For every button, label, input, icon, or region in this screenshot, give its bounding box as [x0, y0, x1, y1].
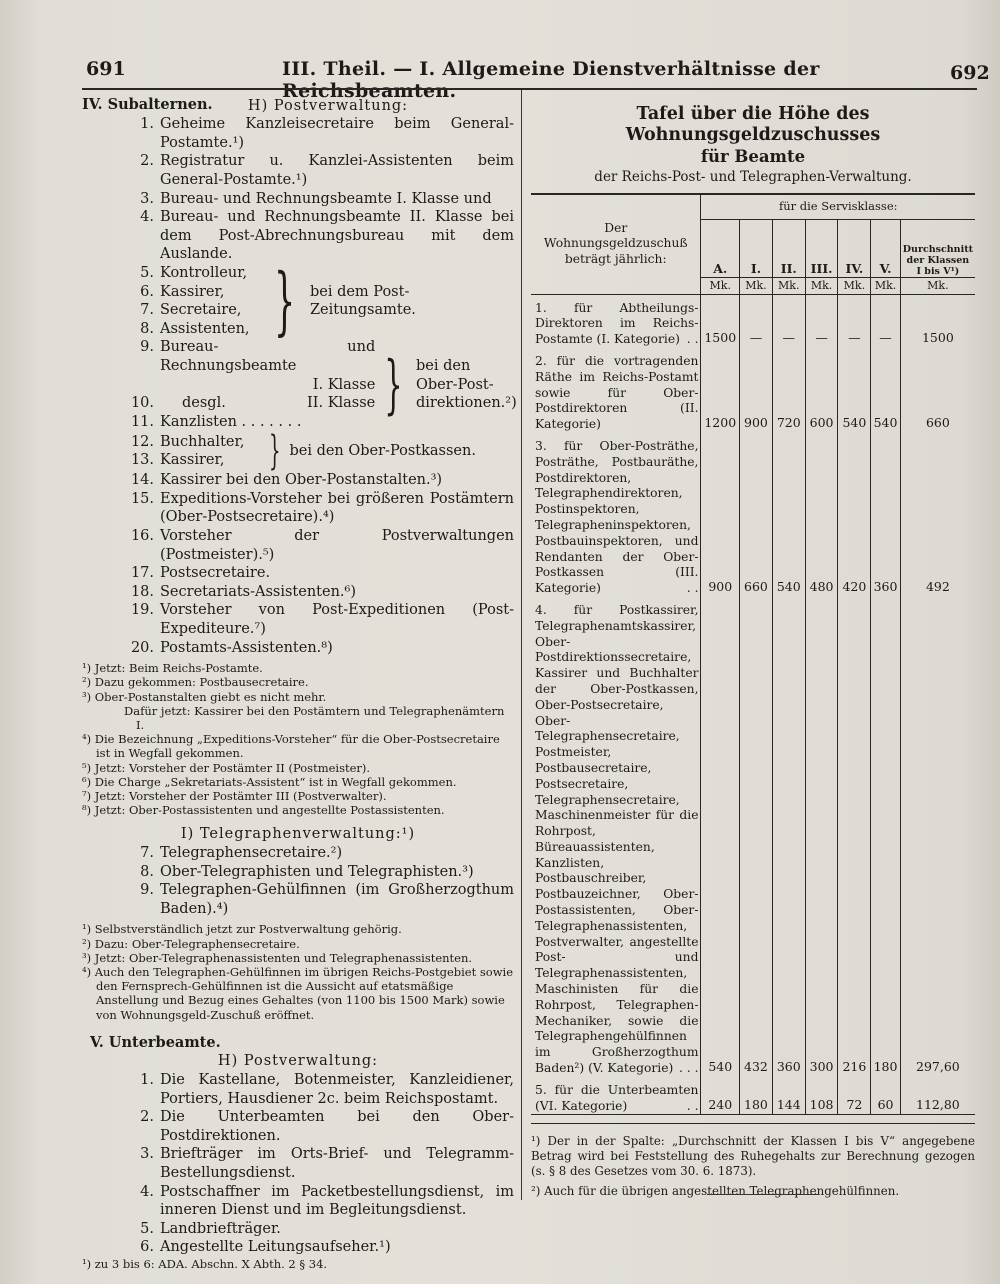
list-item: [82, 433, 264, 452]
item-number: 13.: [130, 452, 154, 469]
row-description: 2. für die vortragenden Räthe im Reichs-Postamt sowie für Ober-Postdirektoren (II. Kategorie): [535, 353, 699, 432]
item-number: 9.: [140, 339, 154, 356]
item-text: desgl.: [182, 395, 226, 412]
brace: }: [384, 347, 403, 422]
value-cell: 144: [772, 1077, 805, 1115]
list-item: [82, 601, 514, 638]
row-description: 4. für Postkassirer, Telegraphenamtskassirer, Ober-Postdirektionssecretaire, Kassirer und Buchhalter der Ober-Postkassen, Ober-Postsecretaire, Ober-Telegraphensecretaire, Postmeister, Postbausecretaire, Postsecretaire, Telegraphensecretaire, Maschinenmeister für die Rohrpost, Büreauassistenten, Kanzlisten, Postbauschreiber, Postbauzeichner, Ober-Postassistenten, Ober-Telegraphenassistenten, Postverwalter, angestellte Post- und Telegraphenassistenten, Maschinisten für die Rohrpost, Telegraphen-Mechaniker, sowie die Telegraphengehülfinnen im Großherzogthum Baden²) (V. Kategorie): [535, 602, 699, 1076]
section-heading-v: V. Unterbeamte.: [90, 1033, 221, 1051]
page-number-right: 692: [950, 62, 990, 84]
brace: }: [273, 258, 296, 345]
item-number: 6.: [140, 283, 154, 300]
item-text: Bureau- und Rechnungsbeamte I. Klasse und: [160, 190, 492, 207]
value-cell: 660: [740, 433, 773, 597]
row-header: Der Wohnungsgeldzuschuß beträgt jährlich:: [531, 194, 701, 294]
group-label: bei dem Post-Zeitungsamte.: [309, 283, 416, 319]
item-number: 1.: [140, 1072, 154, 1089]
group-label: bei den Ober-Post-direktionen.²): [416, 357, 517, 412]
value-cell: 1500: [701, 294, 740, 348]
item-number: 6.: [140, 1239, 154, 1256]
list-item: [82, 152, 514, 189]
value-cell: 72: [838, 1077, 871, 1115]
item-number: 4.: [140, 1183, 154, 1200]
table-footnotes: [531, 1123, 975, 1198]
list-item: [82, 1220, 514, 1239]
item-text: Bureau- und Rechnungsbeamte: [160, 339, 376, 374]
item-text: Kontrolleur,: [160, 264, 248, 281]
telegraphenverwaltung-footnotes: [82, 922, 514, 1021]
item-text: Ober-Telegraphisten und Telegraphisten.³): [160, 863, 474, 880]
footnote: ⁷) Jetzt: Vorsteher der Postämter III (Postverwalter).: [82, 789, 387, 804]
average-header: Durchschnitt der Klassen I bis V¹): [902, 243, 973, 277]
item-text: Die Kastellane, Botenmeister, Kanzleidiener, Portiers, Hausdiener 2c. beim Reichspostamt.: [160, 1072, 514, 1107]
item-text: Assistenten,: [160, 320, 250, 337]
leader-dots: . .: [686, 581, 699, 596]
item-text: Telegraphensecretaire.²): [160, 845, 343, 862]
end-rule: [707, 1194, 819, 1195]
unit-label: Mk.: [838, 277, 871, 294]
table-subtitle: für Beamte: [700, 147, 806, 166]
table-footnote: ¹) Der in der Spalte: „Durchschnitt der Klassen I bis V“ angegebene Betrag wird bei Feststellung des Ruhegehalts zur Berechnung gezogen (s. § 8 des Gesetzes vom 30. 6. 1873).: [531, 1134, 975, 1178]
page-number-left: 691: [86, 58, 126, 80]
list-item: [82, 863, 514, 882]
item-text: Bureau- und Rechnungsbeamte II. Klasse bei dem Post-Abrechnungsbureau mit dem Auslande.: [160, 209, 514, 263]
row-description: 5. für die Unterbeamten (VI. Kategorie): [535, 1082, 699, 1113]
list-item: [82, 881, 514, 918]
list-item: [82, 301, 263, 320]
item-number: 18.: [130, 583, 154, 600]
list-item: [82, 1071, 514, 1108]
item-number: 5.: [140, 264, 154, 281]
table-row: [531, 597, 975, 1077]
table-row: [531, 294, 975, 348]
footnote: Dafür jetzt: Kassirer bei den Postämtern und Telegraphenämtern I.: [124, 703, 505, 733]
item-text: Briefträger im Orts-Brief- und Telegramm-Bestellungsdienst.: [160, 1146, 514, 1181]
item-number: 3.: [140, 190, 154, 207]
value-cell: 900: [740, 348, 773, 433]
average-cell: 492: [925, 579, 950, 595]
value-cell: 60: [871, 1077, 900, 1115]
value-cell: 360: [772, 597, 805, 1077]
list-item: [82, 283, 263, 302]
value-cell: 180: [871, 597, 900, 1077]
subsection-heading-i: I) Telegraphenverwaltung:¹): [180, 826, 416, 843]
value-cell: 432: [740, 597, 773, 1077]
item-text: Postamts-Assistenten.⁸): [160, 639, 333, 656]
item-text: Expeditions-Vorsteher bei größeren Postämtern (Ober-Postsecretaire).⁴): [160, 490, 514, 526]
table-title: Tafel über die Höhe des Wohnungsgeldzuschusses: [625, 104, 881, 145]
group-post-zeitungsamt: [82, 258, 514, 345]
item-number: 17.: [130, 565, 154, 582]
table-row: [531, 348, 975, 433]
value-cell: 720: [772, 348, 805, 433]
item-number: 12.: [130, 433, 154, 450]
item-text: Landbriefträger.: [160, 1220, 281, 1237]
item-number: 15.: [130, 490, 154, 507]
list-item: [82, 564, 514, 583]
list-item: [82, 639, 514, 658]
list-item: [82, 264, 263, 283]
right-column: [531, 104, 975, 1199]
value-cell: 108: [805, 1077, 838, 1115]
value-cell: —: [740, 294, 773, 348]
item-number: 4.: [140, 209, 154, 226]
row-description: 3. für Ober-Posträthe, Posträthe, Postbauräthe, Postdirektoren, Telegraphendirektoren, Postinspektoren, Telegrapheninspektoren, Postbauinspektoren, und Rendanten der Ober-Postkassen (III. Kategorie): [535, 438, 699, 596]
footnote: ³) Jetzt: Ober-Telegraphenassistenten und Telegraphenassistenten.: [82, 950, 473, 965]
class-header: A.: [701, 219, 740, 277]
item-number: 5.: [140, 1220, 154, 1237]
list-item: [82, 451, 264, 470]
item-number: 9.: [140, 882, 154, 899]
list-item: [82, 844, 514, 863]
value-cell: 540: [838, 348, 871, 433]
unterbeamte-footnote: ¹) zu 3 bis 6: ADA. Abschn. X Abth. 2 § 34.: [82, 1256, 328, 1271]
item-number: 2.: [140, 153, 154, 170]
item-number: 8.: [140, 863, 154, 880]
leader-dots: . . . . . . .: [241, 413, 302, 430]
unit-label: Mk.: [927, 278, 949, 292]
average-cell: 660: [925, 415, 950, 431]
value-cell: 1200: [701, 348, 740, 433]
item-text: Die Unterbeamten bei den Ober-Postdirektionen.: [160, 1109, 514, 1144]
item-text: Telegraphen-Gehülfinnen (im Großherzogthum Baden).⁴): [160, 882, 514, 917]
list-item: [82, 471, 514, 490]
list-item: [82, 208, 514, 264]
footnote: ²) Dazu gekommen: Postbausecretaire.: [82, 675, 309, 690]
item-text: Kanzlisten: [160, 413, 237, 430]
list-item: [82, 490, 514, 527]
footnote: ⁵) Jetzt: Vorsteher der Postämter II (Postmeister).: [82, 760, 371, 775]
subsection-heading-h: H) Postverwaltung:: [247, 97, 409, 114]
footnote: ²) Dazu: Ober-Telegraphensecretaire.: [82, 936, 300, 951]
value-cell: 360: [871, 433, 900, 597]
housing-allowance-table: [531, 193, 975, 1115]
class-header: I.: [740, 219, 773, 277]
footnote: ¹) Jetzt: Beim Reichs-Postamte.: [82, 661, 263, 676]
leader-dots: . .: [686, 1098, 699, 1113]
item-number: 10.: [130, 395, 154, 412]
column-divider: [521, 90, 522, 1200]
item-number: 20.: [130, 639, 154, 656]
class-header: II.: [772, 219, 805, 277]
item-number: 3.: [140, 1146, 154, 1163]
brace: }: [268, 428, 281, 475]
item-number: 11.: [130, 413, 154, 430]
postverwaltung-list-continued: [82, 471, 514, 657]
footnote: ³) Ober-Postanstalten giebt es nicht mehr.: [82, 689, 327, 704]
leader-dots: . . .: [678, 1061, 699, 1076]
item-number: 16.: [130, 528, 154, 545]
footnote: ⁶) Die Charge „Sekretariats-Assistent“ ist in Wegfall gekommen.: [82, 774, 457, 789]
table-row: [531, 433, 975, 597]
table-subtitle-2: der Reichs-Post- und Telegraphen-Verwaltung.: [594, 169, 912, 185]
unterbeamte-list: [82, 1071, 514, 1257]
item-number: 8.: [140, 320, 154, 337]
section-heading-iv: IV. Subalternen.: [82, 96, 213, 113]
table-row: [531, 1077, 975, 1115]
list-item: [82, 1145, 514, 1182]
item-number: 19.: [130, 602, 154, 619]
item-number: 1.: [140, 116, 154, 133]
value-cell: —: [805, 294, 838, 348]
value-cell: —: [871, 294, 900, 348]
unit-label: Mk.: [772, 277, 805, 294]
value-cell: 240: [701, 1077, 740, 1115]
leader-dots: . .: [686, 332, 699, 347]
class-header: V.: [871, 219, 900, 277]
row-description: 1. für Abtheilungs-Direktoren im Reichs-Postamte (I. Kategorie): [535, 300, 699, 347]
left-column: [82, 96, 517, 1271]
value-cell: 420: [838, 433, 871, 597]
list-item: [82, 320, 263, 339]
running-header: [0, 54, 1000, 102]
value-cell: 600: [805, 348, 838, 433]
item-number: 2.: [140, 1109, 154, 1126]
value-cell: 900: [701, 433, 740, 597]
item-text: Vorsteher der Postverwaltungen (Postmeister).⁵): [160, 528, 514, 563]
telegraphenverwaltung-list: [82, 844, 514, 918]
item-number: 14.: [130, 472, 154, 489]
list-item: [82, 527, 514, 564]
servisklasse-header: für die Servisklasse:: [778, 199, 898, 213]
unit-label: Mk.: [871, 277, 900, 294]
list-item: [82, 583, 514, 602]
list-item: [82, 190, 514, 209]
footnote: ⁸) Jetzt: Ober-Postassistenten und angestellte Postassistenten.: [82, 803, 445, 818]
value-cell: 480: [805, 433, 838, 597]
subsection-heading-h-unterbeamte: H) Postverwaltung:: [217, 1053, 379, 1070]
item-number: 7.: [140, 302, 154, 319]
group-label: bei den Ober-Postkassen.: [289, 442, 476, 459]
item-text: Buchhalter,: [160, 433, 245, 450]
value-cell: 180: [740, 1077, 773, 1115]
list-item: [82, 1183, 514, 1220]
postverwaltung-footnotes: [82, 661, 514, 817]
value-cell: 540: [871, 348, 900, 433]
average-cell: 112,80: [916, 1096, 960, 1112]
item-text: Secretariats-Assistenten.⁶): [160, 583, 357, 600]
item-text: Kassirer,: [160, 283, 225, 300]
item-text: Angestellte Leitungsaufseher.¹): [160, 1239, 391, 1256]
list-item: [82, 1238, 514, 1257]
table-footnote: ²) Auch für die übrigen angestellten Telegraphengehülfinnen.: [531, 1184, 900, 1199]
group-ober-postkassen: [82, 428, 514, 475]
footnote: ¹) Selbstverständlich jetzt zur Postverwaltung gehörig.: [82, 922, 402, 937]
item-text: Vorsteher von Post-Expeditionen (Post-Expediteure.⁷): [160, 602, 514, 638]
value-cell: 216: [838, 597, 871, 1077]
value-cell: 540: [772, 433, 805, 597]
footnote: ⁴) Die Bezeichnung „Expeditions-Vorsteher“ für die Ober-Postsecretaire ist in Wegfall gekommen.: [82, 732, 500, 761]
item-text: Postsecretaire.: [160, 565, 271, 582]
item-text: I. Klasse: [312, 376, 376, 393]
unit-label: Mk.: [805, 277, 838, 294]
item-text: Registratur u. Kanzlei-Assistenten beim General-Postamte.¹): [160, 153, 514, 188]
value-cell: —: [772, 294, 805, 348]
page-title: III. Theil. — I. Allgemeine Dienstverhältnisse der Reichsbeamten.: [282, 58, 820, 102]
list-item: [82, 1108, 514, 1145]
unit-label: Mk.: [701, 277, 740, 294]
unit-label: Mk.: [740, 277, 773, 294]
group-ober-postdirektionen: [82, 338, 517, 431]
value-cell: —: [838, 294, 871, 348]
average-cell: 297,60: [916, 1059, 960, 1075]
value-cell: 540: [701, 597, 740, 1077]
value-cell: 300: [805, 597, 838, 1077]
item-number: 7.: [140, 845, 154, 862]
item-text: Secretaire,: [160, 302, 242, 319]
item-text: Kassirer bei den Ober-Postanstalten.³): [160, 472, 443, 489]
item-text: Postschaffner im Packetbestellungsdienst, im inneren Dienst und im Begleitungsdienst.: [160, 1183, 514, 1219]
header-rule: [82, 88, 977, 90]
postverwaltung-list: [82, 115, 514, 264]
list-item: [82, 115, 514, 152]
item-text: II. Klasse: [307, 395, 376, 412]
average-cell: 1500: [921, 330, 954, 346]
item-text: Geheime Kanzleisecretaire beim General-Postamte.¹): [160, 116, 514, 151]
class-header: IV.: [838, 219, 871, 277]
footnote: ⁴) Auch den Telegraphen-Gehülfinnen im übrigen Reichs-Postgebiet sowie den Fernsprech-Gehülfinnen ist die Aussicht auf etatsmäßige Anstellung und Bezug eines Gehaltes (von 1100 bis 1500 Mark) sowie von Wohnungsgeld-Zuschuß eröffnet.: [82, 965, 514, 1022]
item-text: Kassirer,: [160, 452, 225, 469]
class-header: III.: [805, 219, 838, 277]
